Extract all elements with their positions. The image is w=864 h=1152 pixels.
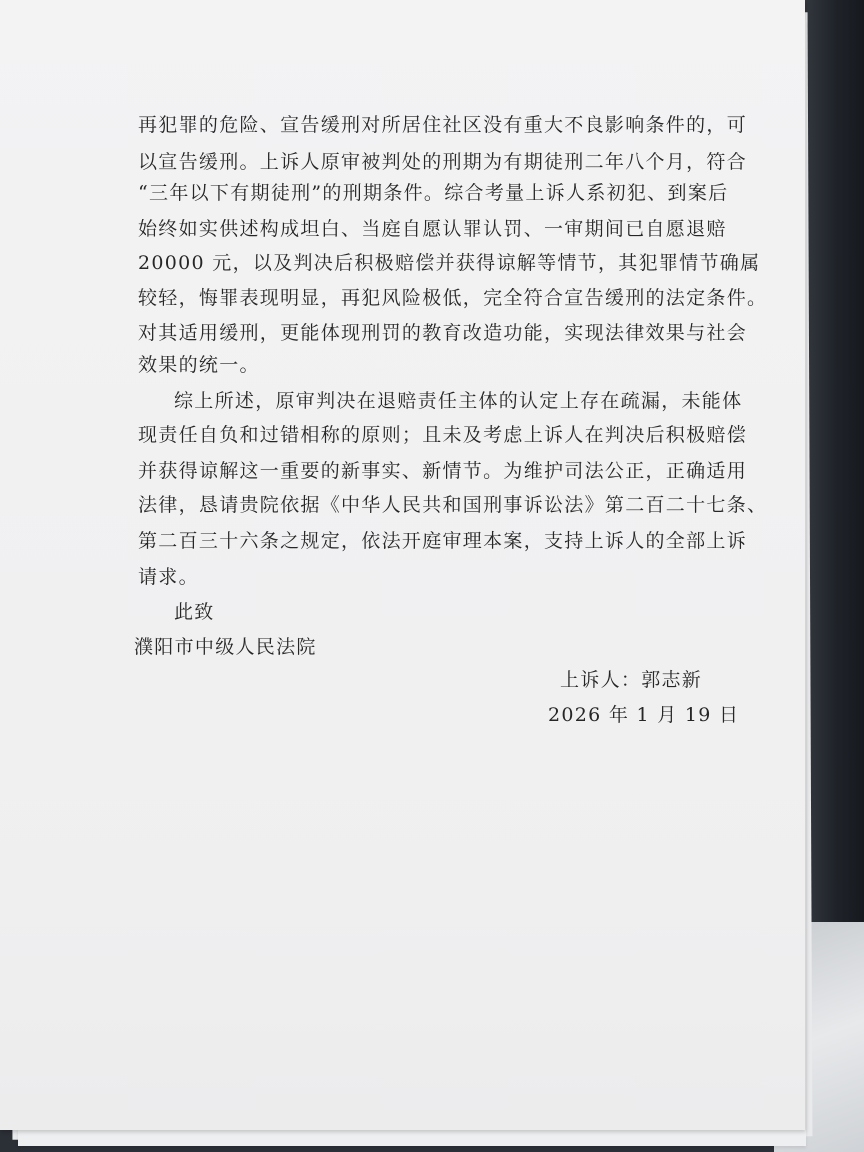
body-line: 请求。 (138, 566, 199, 588)
body-line: 以宣告缓刑。上诉人原审被判处的刑期为有期徒刑二年八个月，符合 (138, 151, 748, 173)
body-line: 综上所述，原审判决在退赔责任主体的认定上存在疏漏，未能体 (174, 390, 743, 412)
body-line: 对其适用缓刑，更能体现刑罚的教育改造功能，实现法律效果与社会 (138, 322, 748, 344)
body-line: 再犯罪的危险、宣告缓刑对所居住社区没有重大不良影响条件的，可 (138, 114, 748, 136)
body-line: 现责任自负和过错相称的原则；且未及考虑上诉人在判决后积极赔偿 (138, 424, 748, 446)
body-line: 20000 元，以及判决后积极赔偿并获得谅解等情节，其犯罪情节确属 (138, 252, 761, 274)
court-name: 濮阳市中级人民法院 (134, 636, 317, 658)
body-line: 第二百三十六条之规定，依法开庭审理本案，支持上诉人的全部上诉 (138, 530, 748, 552)
body-line: 较轻，悔罪表现明显，再犯风险极低，完全符合宣告缓刑的法定条件。 (138, 287, 768, 309)
body-line: “三年以下有期徒刑”的刑期条件。综合考量上诉人系初犯、到案后 (138, 182, 729, 204)
body-line: 并获得谅解这一重要的新事实、新情节。为维护司法公正，正确适用 (138, 460, 748, 482)
document-date: 2026 年 1 月 19 日 (548, 704, 740, 726)
body-line: 法律，恳请贵院依据《中华人民共和国刑事诉讼法》第二百二十七条、 (138, 494, 768, 516)
body-line: 始终如实供述构成坦白、当庭自愿认罪认罚、一审期间已自愿退赔 (138, 218, 727, 240)
body-line: 效果的统一。 (138, 354, 260, 376)
appellant-signature: 上诉人：郭志新 (560, 669, 703, 691)
salutation: 此致 (174, 601, 215, 623)
